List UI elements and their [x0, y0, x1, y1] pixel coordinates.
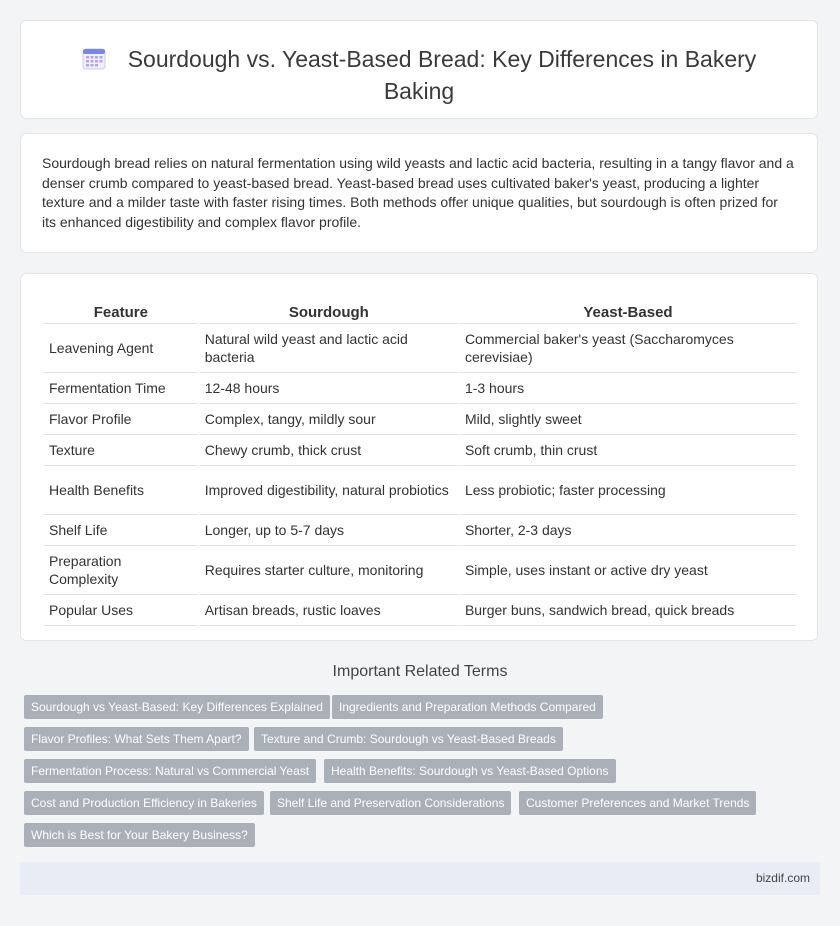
- cell-feature: Health Benefits: [44, 466, 198, 515]
- table-row: [44, 435, 796, 466]
- cell-sourdough: Longer, up to 5-7 days: [200, 515, 458, 546]
- table-row: [44, 373, 796, 404]
- cell-sourdough: 12-48 hours: [200, 373, 458, 404]
- cell-feature: Leavening Agent: [44, 324, 198, 373]
- cell-yeast-based: 1-3 hours: [460, 373, 796, 404]
- cell-yeast-based: Simple, uses instant or active dry yeast: [460, 546, 796, 595]
- table-row: [44, 595, 796, 626]
- intro-paragraph: Sourdough bread relies on natural fermentation using wild yeasts and lactic acid bacteria, resulting in a tangy flavor and a denser crumb compared to yeast-based bread. Yeast-based bread uses cultivated baker's yeast, producing a lighter texture and a milder taste with faster rising times. Both methods offer unique qualities, but sourdough is often prized for its enhanced digestibility and complex flavor profile.: [42, 155, 794, 230]
- cell-yeast-based: Commercial baker's yeast (Saccharomyces cerevisiae): [460, 324, 796, 373]
- cell-feature: Shelf Life: [44, 515, 198, 546]
- related-term-link[interactable]: Flavor Profiles: What Sets Them Apart?: [24, 727, 249, 751]
- cell-yeast-based: Soft crumb, thin crust: [460, 435, 796, 466]
- related-term-link[interactable]: Texture and Crumb: Sourdough vs Yeast-Based Breads: [254, 727, 563, 751]
- table-row: [44, 324, 796, 373]
- related-term-link[interactable]: Which is Best for Your Bakery Business?: [24, 823, 255, 847]
- related-term-link[interactable]: Shelf Life and Preservation Considerations: [270, 791, 511, 815]
- related-term-link[interactable]: Sourdough vs Yeast-Based: Key Differences Explained: [24, 695, 330, 719]
- cell-sourdough: Complex, tangy, mildly sour: [200, 404, 458, 435]
- header-feature: Feature: [44, 294, 198, 324]
- header-yeast-based: Yeast-Based: [460, 294, 796, 324]
- comparison-table: [42, 294, 798, 626]
- cell-feature: Texture: [44, 435, 198, 466]
- cell-feature: Popular Uses: [44, 595, 198, 626]
- cell-feature: Preparation Complexity: [44, 546, 198, 595]
- cell-yeast-based: Mild, slightly sweet: [460, 404, 796, 435]
- related-term-link[interactable]: Fermentation Process: Natural vs Commercial Yeast: [24, 759, 316, 783]
- title-card: [20, 20, 818, 119]
- cell-yeast-based: Burger buns, sandwich bread, quick breads: [460, 595, 796, 626]
- table-row: [44, 515, 796, 546]
- related-term-link[interactable]: Cost and Production Efficiency in Bakeries: [24, 791, 264, 815]
- page-title-wrap: [61, 45, 777, 106]
- intro-card: [20, 133, 818, 253]
- table-header-row: [44, 294, 796, 324]
- cell-sourdough: Improved digestibility, natural probiotics: [200, 466, 458, 515]
- table-row: [44, 466, 796, 515]
- cell-sourdough: Artisan breads, rustic loaves: [200, 595, 458, 626]
- comparison-card: [20, 273, 818, 641]
- related-terms-heading: Important Related Terms: [332, 663, 508, 680]
- calendar-icon: [82, 46, 106, 77]
- cell-sourdough: Natural wild yeast and lactic acid bacteria: [200, 324, 458, 373]
- table-row: [44, 404, 796, 435]
- header-sourdough: Sourdough: [200, 294, 458, 324]
- footer-site-link[interactable]: bizdif.com: [755, 871, 810, 885]
- cell-yeast-based: Shorter, 2-3 days: [460, 515, 796, 546]
- page-title: Sourdough vs. Yeast-Based Bread: Key Differences in Bakery Baking: [127, 46, 757, 104]
- related-term-link[interactable]: Health Benefits: Sourdough vs Yeast-Based Options: [324, 759, 616, 783]
- cell-yeast-based: Less probiotic; faster processing: [460, 466, 796, 515]
- cell-sourdough: Chewy crumb, thick crust: [200, 435, 458, 466]
- footer: [20, 862, 820, 895]
- cell-feature: Fermentation Time: [44, 373, 198, 404]
- cell-feature: Flavor Profile: [44, 404, 198, 435]
- table-row: [44, 546, 796, 595]
- related-term-link[interactable]: Ingredients and Preparation Methods Compared: [332, 695, 603, 719]
- cell-sourdough: Requires starter culture, monitoring: [200, 546, 458, 595]
- related-term-link[interactable]: Customer Preferences and Market Trends: [519, 791, 756, 815]
